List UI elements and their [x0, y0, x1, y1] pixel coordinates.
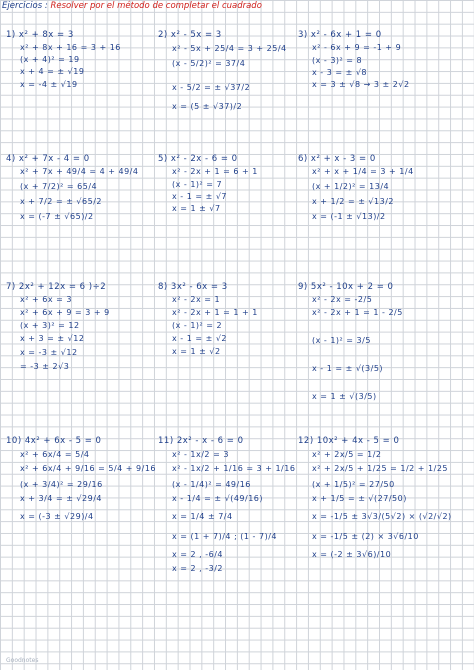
solution-step: x² + x + 1/4 = 3 + 1/4	[312, 167, 414, 176]
solution-step: x + 1/5 = ± √(27/50)	[312, 494, 407, 503]
solution-step: x² - 2x + 1 = 1 + 1	[172, 308, 258, 317]
solution-step: x + 7/2 = ± √65/2	[20, 197, 102, 206]
exercise-statement: 1) x² + 8x = 3	[6, 30, 74, 40]
solution-step: x² - 5x + 25/4 = 3 + 25/4	[172, 44, 287, 53]
solution-step: (x - 1)² = 7	[172, 180, 223, 189]
exercise-statement: 10) 4x² + 6x - 5 = 0	[6, 436, 102, 446]
solution-step: x = -3 ± √12	[20, 348, 78, 357]
solution-step: x² - 6x + 9 = -1 + 9	[312, 43, 402, 52]
solution-step: x² + 6x/4 + 9/16 = 5/4 + 9/16	[20, 464, 157, 473]
exercise-statement: 8) 3x² - 6x = 3	[158, 282, 228, 292]
solution-step: x = (-1 ± √13)/2	[312, 212, 386, 221]
solution-step: x = 1 ± √2	[172, 347, 221, 356]
solution-step: x² + 6x = 3	[20, 295, 72, 304]
exercise-statement: 5) x² - 2x - 6 = 0	[158, 154, 238, 164]
solution-step: x + 1/2 = ± √13/2	[312, 197, 394, 206]
solution-step: (x - 1/4)² = 49/16	[172, 480, 251, 489]
solution-step: x² - 2x + 1 = 6 + 1	[172, 167, 258, 176]
solution-step: x = (-7 ± √65)/2	[20, 212, 94, 221]
solution-step: x - 1/4 = ± √(49/16)	[172, 494, 264, 503]
solution-step: x² + 2x/5 + 1/25 = 1/2 + 1/25	[312, 464, 449, 473]
exercise-statement: 6) x² + x - 3 = 0	[298, 154, 376, 164]
exercise-statement: 9) 5x² - 10x + 2 = 0	[298, 282, 394, 292]
solution-step: x² + 7x + 49/4 = 4 + 49/4	[20, 167, 139, 176]
solution-step: x = (1 + 7)/4 ; (1 - 7)/4	[172, 532, 277, 541]
solution-step: (x + 4)² = 19	[20, 55, 80, 64]
solution-step: x - 1 = ± √7	[172, 192, 228, 201]
solution-step: x = -4 ± √19	[20, 80, 78, 89]
solution-step: x = 2 , -3/2	[172, 564, 224, 573]
solution-step: (x - 5/2)² = 37/4	[172, 59, 246, 68]
solution-step: x² + 2x/5 = 1/2	[312, 450, 382, 459]
solution-step: x = -1/5 ± (2) × 3√6/10	[312, 532, 419, 541]
solution-step: (x - 1)² = 2	[172, 321, 223, 330]
app-watermark: Goodnotes	[6, 657, 39, 664]
solution-step: (x - 1)² = 3/5	[312, 336, 371, 345]
exercise-statement: 3) x² - 6x + 1 = 0	[298, 30, 382, 40]
exercise-statement: 12) 10x² + 4x - 5 = 0	[298, 436, 400, 446]
solution-step: = -3 ± 2√3	[20, 362, 70, 371]
solution-step: x = (5 ± √37)/2	[172, 102, 243, 111]
solution-step: x = 1/4 ± 7/4	[172, 512, 233, 521]
title-label: Ejercicios :	[2, 1, 48, 11]
solution-step: (x - 3)² = 8	[312, 56, 363, 65]
solution-step: x = 3 ± √8 → 3 ± 2√2	[312, 80, 410, 89]
solution-step: x² - 1x/2 + 1/16 = 3 + 1/16	[172, 464, 296, 473]
exercise-statement: 11) 2x² - x - 6 = 0	[158, 436, 244, 446]
solution-step: x² - 2x = -2/5	[312, 295, 373, 304]
solution-step: x = (-3 ± √29)/4	[20, 512, 94, 521]
solution-step: x + 4 = ± √19	[20, 67, 85, 76]
exercise-statement: 4) x² + 7x - 4 = 0	[6, 154, 90, 164]
title-instruction: Resolver por el método de completar el cuadrado	[50, 1, 262, 11]
solution-step: x = 2 , -6/4	[172, 550, 224, 559]
solution-step: x = (-2 ± 3√6)/10	[312, 550, 392, 559]
solution-step: (x + 1/2)² = 13/4	[312, 182, 390, 191]
solution-step: x² - 2x = 1	[172, 295, 221, 304]
solution-step: x² + 6x/4 = 5/4	[20, 450, 90, 459]
solution-step: x = -1/5 ± 3√3/(5√2) × (√2/√2)	[312, 512, 452, 521]
solution-step: x = 1 ± √(3/5)	[312, 392, 377, 401]
solution-step: x² + 6x + 9 = 3 + 9	[20, 308, 110, 317]
solution-step: x = 1 ± √7	[172, 204, 221, 213]
solution-step: x + 3/4 = ± √29/4	[20, 494, 102, 503]
exercise-statement: 2) x² - 5x = 3	[158, 30, 222, 40]
solution-step: (x + 3)² = 12	[20, 321, 80, 330]
solution-step: x - 1 = ± √2	[172, 334, 228, 343]
solution-step: (x + 1/5)² = 27/50	[312, 480, 395, 489]
solution-step: x - 1 = ± √(3/5)	[312, 364, 384, 373]
solution-step: x² - 2x + 1 = 1 - 2/5	[312, 308, 403, 317]
solution-step: x - 3 = ± √8	[312, 68, 368, 77]
page-title	[2, 1, 262, 11]
solution-step: x + 3 = ± √12	[20, 334, 85, 343]
exercise-statement: 7) 2x² + 12x = 6 )÷2	[6, 282, 107, 292]
solution-step: x² + 8x + 16 = 3 + 16	[20, 43, 121, 52]
solution-step: x² - 1x/2 = 3	[172, 450, 229, 459]
solution-step: (x + 7/2)² = 65/4	[20, 182, 98, 191]
solution-step: x - 5/2 = ± √37/2	[172, 83, 251, 92]
solution-step: (x + 3/4)² = 29/16	[20, 480, 103, 489]
